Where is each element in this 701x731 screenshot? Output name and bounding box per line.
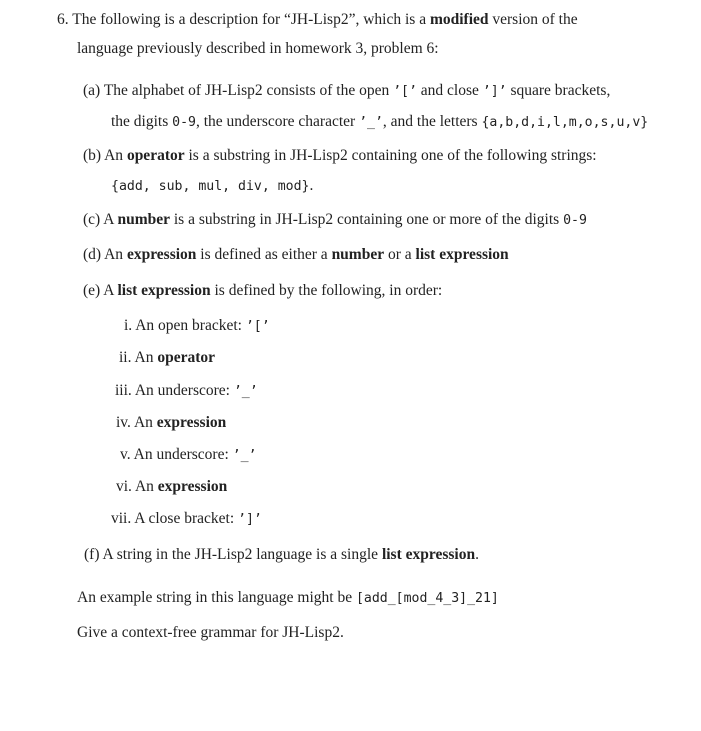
item-a-digits: 0-9 (172, 115, 196, 130)
subitem-iii (115, 381, 258, 402)
problem-intro-line2: language previously described in homework 3, problem 6: (77, 40, 439, 57)
item-a-close-bracket: ’]’ (482, 84, 507, 99)
item-e-label: (e) (83, 282, 101, 299)
item-b-line2 (111, 176, 313, 197)
item-d-bold-number: number (331, 246, 385, 263)
item-b-text-1: An (104, 147, 127, 164)
item-f-bold-list-expression: list expression (381, 546, 476, 563)
item-a-open-bracket: ’[’ (393, 84, 417, 99)
item-a-text-6: , and the letters (382, 113, 482, 130)
subitem-v (120, 445, 256, 466)
item-c-bold-number: number (117, 211, 170, 228)
item-a-underscore: ’_’ (359, 115, 383, 130)
subitem-iv-label: iv. (116, 414, 131, 431)
subitem-i-text: An open bracket: (135, 317, 246, 334)
subitem-vii (111, 509, 262, 530)
subitem-iv-text: An (133, 414, 157, 431)
subitem-vii-code: ’]’ (238, 512, 262, 527)
item-b-label: (b) (83, 147, 102, 164)
subitem-vii-label: vii. (111, 510, 132, 527)
subitem-ii-bold: operator (157, 349, 216, 366)
item-c-digits: 0-9 (563, 213, 587, 228)
item-d-text-1: An (104, 246, 127, 263)
subitem-i-label: i. (124, 317, 133, 334)
subitem-ii (119, 348, 215, 368)
subitem-ii-label: ii. (119, 349, 132, 366)
item-b-text-2: is a substring in JH-Lisp2 containing one of the following strings: (184, 147, 597, 164)
item-a-line2 (111, 112, 648, 133)
problem-number: 6. (57, 11, 69, 28)
item-a-text-3: square brackets, (506, 82, 611, 99)
subitem-vi-bold: expression (157, 478, 228, 495)
intro-text-1: The following is a description for “JH-Lisp2”, which is a (72, 11, 430, 28)
item-d-line (83, 245, 509, 265)
item-e-text-2: is defined by the following, in order: (210, 282, 443, 299)
example-text: An example string in this language might be (77, 589, 356, 606)
subitem-vii-text: A close bracket: (134, 510, 239, 527)
subitem-vi-text: An (134, 478, 158, 495)
subitem-vi (116, 477, 227, 497)
item-c-label: (c) (83, 211, 101, 228)
item-c-line (83, 210, 587, 231)
subitem-iii-text: An underscore: (134, 382, 234, 399)
subitem-i-code: ’[’ (245, 319, 270, 334)
example-line (77, 588, 499, 609)
item-a-label: (a) (83, 82, 101, 99)
item-a-text-2: and close (416, 82, 483, 99)
subitem-i (124, 316, 270, 337)
item-d-text-3: or a (384, 246, 416, 263)
item-b-bold-operator: operator (126, 147, 185, 164)
subitem-ii-text: An (134, 349, 158, 366)
problem-intro-line1 (57, 10, 578, 30)
item-d-bold-expression: expression (126, 246, 197, 263)
item-b-line1 (83, 146, 597, 166)
item-b-period: . (309, 177, 314, 194)
item-e-bold-list-expression: list expression (117, 282, 211, 299)
item-a-text-5: , the underscore character (195, 113, 360, 130)
item-b-operator-set: {add, sub, mul, div, mod} (111, 179, 310, 194)
item-c-text-1: A (103, 211, 118, 228)
subitem-v-label: v. (120, 446, 131, 463)
item-f-label: (f) (84, 546, 100, 563)
item-d-text-2: is defined as either a (196, 246, 332, 263)
item-d-bold-list-expression: list expression (415, 246, 509, 263)
item-d-label: (d) (83, 246, 102, 263)
subitem-iv-bold: expression (156, 414, 227, 431)
item-f-line (84, 545, 479, 565)
intro-text-2: version of the (488, 11, 578, 28)
item-e-line (83, 281, 442, 301)
subitem-vi-label: vi. (116, 478, 132, 495)
task-line: Give a context-free grammar for JH-Lisp2. (77, 624, 344, 641)
subitem-v-text: An underscore: (133, 446, 233, 463)
example-code: [add_[mod_4_3]_21] (355, 591, 499, 606)
intro-bold-modified: modified (429, 11, 489, 28)
subitem-iii-code: ’_’ (233, 384, 258, 399)
item-f-text-1: A string in the JH-Lisp2 language is a single (102, 546, 382, 563)
item-a-letters: {a,b,d,i,l,m,o,s,u,v} (481, 115, 649, 130)
item-a-line1 (83, 81, 610, 102)
item-f-period: . (475, 546, 479, 563)
subitem-iv (116, 413, 226, 433)
item-a-text-1: The alphabet of JH-Lisp2 consists of the open (103, 82, 394, 99)
item-a-text-4: the digits (111, 113, 173, 130)
subitem-v-code: ’_’ (232, 448, 257, 463)
subitem-iii-label: iii. (115, 382, 132, 399)
item-c-text-2: is a substring in JH-Lisp2 containing one or more of the digits (170, 211, 564, 228)
item-e-text-1: A (103, 282, 118, 299)
